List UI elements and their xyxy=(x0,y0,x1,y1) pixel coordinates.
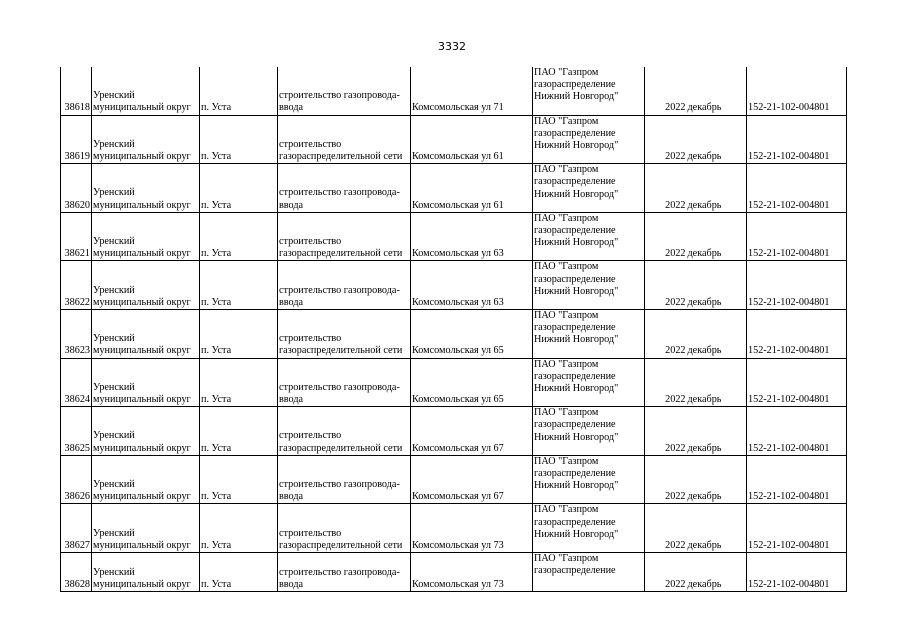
work-type-cell-text: строительство газораспределительной сети xyxy=(279,333,403,357)
address-cell-text: Комсомольская ул 61 xyxy=(412,150,504,162)
table-row xyxy=(61,67,847,115)
month-cell xyxy=(687,358,747,407)
settlement-cell-text: п. Уста xyxy=(201,150,232,162)
registry-code-cell xyxy=(747,115,847,164)
work-type-cell xyxy=(278,358,411,407)
work-type-cell-text: строительство газопровода- ввода xyxy=(279,478,400,503)
settlement-cell xyxy=(200,261,278,310)
table-row xyxy=(61,552,847,591)
settlement-cell xyxy=(200,115,278,164)
registry-code-cell xyxy=(747,504,847,553)
year-cell xyxy=(645,115,687,164)
settlement-cell xyxy=(200,504,278,553)
district-cell-text: Уренский муниципальный округ xyxy=(93,187,191,211)
work-type-cell-text: строительство газораспределительной сети xyxy=(279,430,403,454)
organization-cell xyxy=(533,115,645,164)
record-id-cell-text: 38620 xyxy=(64,199,90,211)
address-cell-text: Комсомольская ул 67 xyxy=(412,442,504,454)
address-cell-text: Комсомольская ул 71 xyxy=(412,102,504,114)
organization-cell-text: ПАО "Газпром газораспределение Нижний Новгород" xyxy=(534,67,619,103)
month-cell-text: декабрь xyxy=(687,150,722,162)
year-cell xyxy=(645,455,687,504)
work-type-cell-text: строительство газораспределительной сети xyxy=(279,138,403,162)
year-cell xyxy=(645,67,687,115)
settlement-cell-text: п. Уста xyxy=(201,199,232,211)
table-row xyxy=(61,504,847,553)
month-cell-text: декабрь xyxy=(687,578,722,590)
settlement-cell xyxy=(200,358,278,407)
month-cell xyxy=(687,504,747,553)
registry-code-cell xyxy=(747,358,847,407)
year-cell-text: 2022 xyxy=(665,393,686,405)
registry-code-cell xyxy=(747,309,847,358)
address-cell xyxy=(411,309,533,358)
record-id-cell xyxy=(61,552,92,591)
address-cell-text: Комсомольская ул 73 xyxy=(412,578,504,590)
registry-code-cell xyxy=(747,455,847,504)
year-cell-text: 2022 xyxy=(665,296,686,308)
year-cell xyxy=(645,407,687,456)
work-type-cell xyxy=(278,115,411,164)
work-type-cell-text: строительство газопровода- ввода xyxy=(279,381,400,405)
month-cell-text: декабрь xyxy=(687,393,722,405)
district-cell-text: Уренский муниципальный округ xyxy=(93,333,191,357)
work-type-cell xyxy=(278,455,411,504)
organization-cell xyxy=(533,261,645,310)
address-cell xyxy=(411,407,533,456)
organization-cell-text: ПАО "Газпром газораспределение Нижний Новгород" xyxy=(534,115,619,151)
registry-code-cell xyxy=(747,164,847,213)
settlement-cell xyxy=(200,552,278,591)
district-cell xyxy=(92,309,200,358)
record-id-cell-text: 38627 xyxy=(64,539,90,551)
record-id-cell xyxy=(61,455,92,504)
year-cell xyxy=(645,309,687,358)
address-cell xyxy=(411,164,533,213)
record-id-cell-text: 38623 xyxy=(64,345,90,357)
record-id-cell-text: 38626 xyxy=(64,491,90,503)
district-cell xyxy=(92,455,200,504)
work-type-cell-text: строительство газопровода- ввода xyxy=(279,90,400,114)
district-cell-text: Уренский муниципальный округ xyxy=(93,138,191,162)
month-cell-text: декабрь xyxy=(687,345,722,357)
address-cell xyxy=(411,212,533,261)
record-id-cell-text: 38618 xyxy=(64,102,90,114)
district-cell xyxy=(92,358,200,407)
organization-cell-text: ПАО "Газпром газораспределение xyxy=(534,552,616,577)
year-cell-text: 2022 xyxy=(665,199,686,211)
district-cell-text: Уренский муниципальный округ xyxy=(93,235,191,260)
address-cell xyxy=(411,504,533,553)
month-cell-text: декабрь xyxy=(687,442,722,454)
address-cell xyxy=(411,358,533,407)
district-cell-text: Уренский муниципальный округ xyxy=(93,478,191,503)
registry-code-cell-text: 152-21-102-004801 xyxy=(748,199,830,211)
work-type-cell-text: строительство газопровода- ввода xyxy=(279,187,400,211)
year-cell-text: 2022 xyxy=(665,578,686,590)
organization-cell xyxy=(533,407,645,456)
address-cell-text: Комсомольская ул 61 xyxy=(412,199,504,211)
record-id-cell xyxy=(61,115,92,164)
year-cell-text: 2022 xyxy=(665,539,686,551)
registry-code-cell-text: 152-21-102-004801 xyxy=(748,102,830,114)
address-cell-text: Комсомольская ул 63 xyxy=(412,248,504,260)
district-cell xyxy=(92,67,200,115)
district-cell-text: Уренский муниципальный округ xyxy=(93,284,191,308)
table-row xyxy=(61,358,847,407)
table-row xyxy=(61,261,847,310)
address-cell-text: Комсомольская ул 65 xyxy=(412,393,504,405)
work-type-cell-text: строительство газораспределительной сети xyxy=(279,527,403,551)
registry-code-cell-text: 152-21-102-004801 xyxy=(748,578,830,590)
settlement-cell-text: п. Уста xyxy=(201,578,232,590)
organization-cell-text: ПАО "Газпром газораспределение Нижний Новгород" xyxy=(534,164,619,200)
month-cell-text: декабрь xyxy=(687,248,722,260)
table-row xyxy=(61,115,847,164)
registry-code-cell-text: 152-21-102-004801 xyxy=(748,393,830,405)
table-row xyxy=(61,455,847,504)
district-cell xyxy=(92,504,200,553)
settlement-cell xyxy=(200,67,278,115)
settlement-cell xyxy=(200,309,278,358)
address-cell xyxy=(411,115,533,164)
address-cell xyxy=(411,552,533,591)
registry-code-cell xyxy=(747,261,847,310)
settlement-cell-text: п. Уста xyxy=(201,345,232,357)
organization-cell xyxy=(533,164,645,213)
organization-cell-text: ПАО "Газпром газораспределение Нижний Новгород" xyxy=(534,309,619,346)
work-type-cell-text: строительство газораспределительной сети xyxy=(279,235,403,260)
year-cell-text: 2022 xyxy=(665,491,686,503)
organization-cell xyxy=(533,504,645,553)
year-cell-text: 2022 xyxy=(665,102,686,114)
record-id-cell xyxy=(61,164,92,213)
organization-cell xyxy=(533,552,645,591)
address-cell-text: Комсомольская ул 65 xyxy=(412,345,504,357)
settlement-cell-text: п. Уста xyxy=(201,102,232,114)
work-type-cell-text: строительство газопровода- ввода xyxy=(279,284,400,308)
settlement-cell-text: п. Уста xyxy=(201,539,232,551)
organization-cell-text: ПАО "Газпром газораспределение Нижний Новгород" xyxy=(534,358,619,394)
page-number: 3332 xyxy=(438,40,466,53)
settlement-cell-text: п. Уста xyxy=(201,442,232,454)
district-cell xyxy=(92,164,200,213)
work-type-cell xyxy=(278,309,411,358)
address-cell-text: Комсомольская ул 63 xyxy=(412,296,504,308)
organization-cell xyxy=(533,358,645,407)
district-cell xyxy=(92,407,200,456)
month-cell xyxy=(687,115,747,164)
month-cell xyxy=(687,455,747,504)
month-cell-text: декабрь xyxy=(687,491,722,503)
year-cell xyxy=(645,212,687,261)
record-id-cell-text: 38628 xyxy=(64,578,90,590)
address-cell-text: Комсомольская ул 73 xyxy=(412,539,504,551)
district-cell-text: Уренский муниципальный округ xyxy=(93,381,191,405)
work-type-cell-text: строительство газопровода- ввода xyxy=(279,566,400,590)
table-body xyxy=(61,67,847,591)
registry-code-cell-text: 152-21-102-004801 xyxy=(748,539,830,551)
work-type-cell xyxy=(278,261,411,310)
organization-cell-text: ПАО "Газпром газораспределение Нижний Новгород" xyxy=(534,504,619,540)
month-cell xyxy=(687,552,747,591)
district-cell-text: Уренский муниципальный округ xyxy=(93,430,191,454)
address-cell-text: Комсомольская ул 67 xyxy=(412,491,504,503)
settlement-cell-text: п. Уста xyxy=(201,248,232,260)
year-cell xyxy=(645,504,687,553)
year-cell xyxy=(645,164,687,213)
registry-code-cell xyxy=(747,67,847,115)
district-cell xyxy=(92,552,200,591)
organization-cell xyxy=(533,212,645,261)
organization-cell xyxy=(533,309,645,358)
month-cell-text: декабрь xyxy=(687,199,722,211)
organization-cell xyxy=(533,67,645,115)
year-cell-text: 2022 xyxy=(665,442,686,454)
registry-code-cell-text: 152-21-102-004801 xyxy=(748,248,830,260)
work-type-cell xyxy=(278,552,411,591)
work-type-cell xyxy=(278,164,411,213)
year-cell xyxy=(645,261,687,310)
table-row xyxy=(61,164,847,213)
settlement-cell xyxy=(200,407,278,456)
month-cell-text: декабрь xyxy=(687,539,722,551)
year-cell-text: 2022 xyxy=(665,150,686,162)
month-cell xyxy=(687,164,747,213)
work-type-cell xyxy=(278,407,411,456)
record-id-cell-text: 38619 xyxy=(64,150,90,162)
registry-code-cell xyxy=(747,552,847,591)
month-cell xyxy=(687,407,747,456)
address-cell xyxy=(411,261,533,310)
district-cell xyxy=(92,212,200,261)
settlement-cell-text: п. Уста xyxy=(201,393,232,405)
work-type-cell xyxy=(278,212,411,261)
settlement-cell-text: п. Уста xyxy=(201,296,232,308)
record-id-cell xyxy=(61,407,92,456)
organization-cell-text: ПАО "Газпром газораспределение Нижний Новгород" xyxy=(534,455,619,492)
district-cell-text: Уренский муниципальный округ xyxy=(93,90,191,114)
month-cell xyxy=(687,212,747,261)
record-id-cell xyxy=(61,67,92,115)
record-id-cell xyxy=(61,358,92,407)
address-cell xyxy=(411,455,533,504)
year-cell xyxy=(645,552,687,591)
record-id-cell-text: 38622 xyxy=(64,296,90,308)
settlement-cell xyxy=(200,164,278,213)
work-type-cell xyxy=(278,67,411,115)
month-cell-text: декабрь xyxy=(687,102,722,114)
registry-code-cell xyxy=(747,407,847,456)
registry-code-cell-text: 152-21-102-004801 xyxy=(748,345,830,357)
record-id-cell xyxy=(61,309,92,358)
record-id-cell xyxy=(61,212,92,261)
table-row xyxy=(61,407,847,456)
record-id-cell-text: 38621 xyxy=(64,248,90,260)
record-id-cell-text: 38625 xyxy=(64,442,90,454)
address-cell xyxy=(411,67,533,115)
district-cell-text: Уренский муниципальный округ xyxy=(93,566,191,590)
organization-cell-text: ПАО "Газпром газораспределение Нижний Новгород" xyxy=(534,407,619,443)
registry-code-cell xyxy=(747,212,847,261)
record-id-cell-text: 38624 xyxy=(64,393,90,405)
year-cell-text: 2022 xyxy=(665,248,686,260)
table-row xyxy=(61,212,847,261)
registry-code-cell-text: 152-21-102-004801 xyxy=(748,150,830,162)
month-cell-text: декабрь xyxy=(687,296,722,308)
year-cell-text: 2022 xyxy=(665,345,686,357)
registry-code-cell-text: 152-21-102-004801 xyxy=(748,442,830,454)
table-row xyxy=(61,309,847,358)
registry-code-cell-text: 152-21-102-004801 xyxy=(748,491,830,503)
organization-cell-text: ПАО "Газпром газораспределение Нижний Новгород" xyxy=(534,261,619,297)
record-id-cell xyxy=(61,261,92,310)
month-cell xyxy=(687,67,747,115)
registry-table xyxy=(60,67,847,592)
year-cell xyxy=(645,358,687,407)
month-cell xyxy=(687,309,747,358)
registry-code-cell-text: 152-21-102-004801 xyxy=(748,296,830,308)
record-id-cell xyxy=(61,504,92,553)
month-cell xyxy=(687,261,747,310)
settlement-cell-text: п. Уста xyxy=(201,491,232,503)
district-cell xyxy=(92,261,200,310)
settlement-cell xyxy=(200,212,278,261)
organization-cell xyxy=(533,455,645,504)
work-type-cell xyxy=(278,504,411,553)
organization-cell-text: ПАО "Газпром газораспределение Нижний Новгород" xyxy=(534,212,619,249)
district-cell xyxy=(92,115,200,164)
settlement-cell xyxy=(200,455,278,504)
district-cell-text: Уренский муниципальный округ xyxy=(93,527,191,551)
